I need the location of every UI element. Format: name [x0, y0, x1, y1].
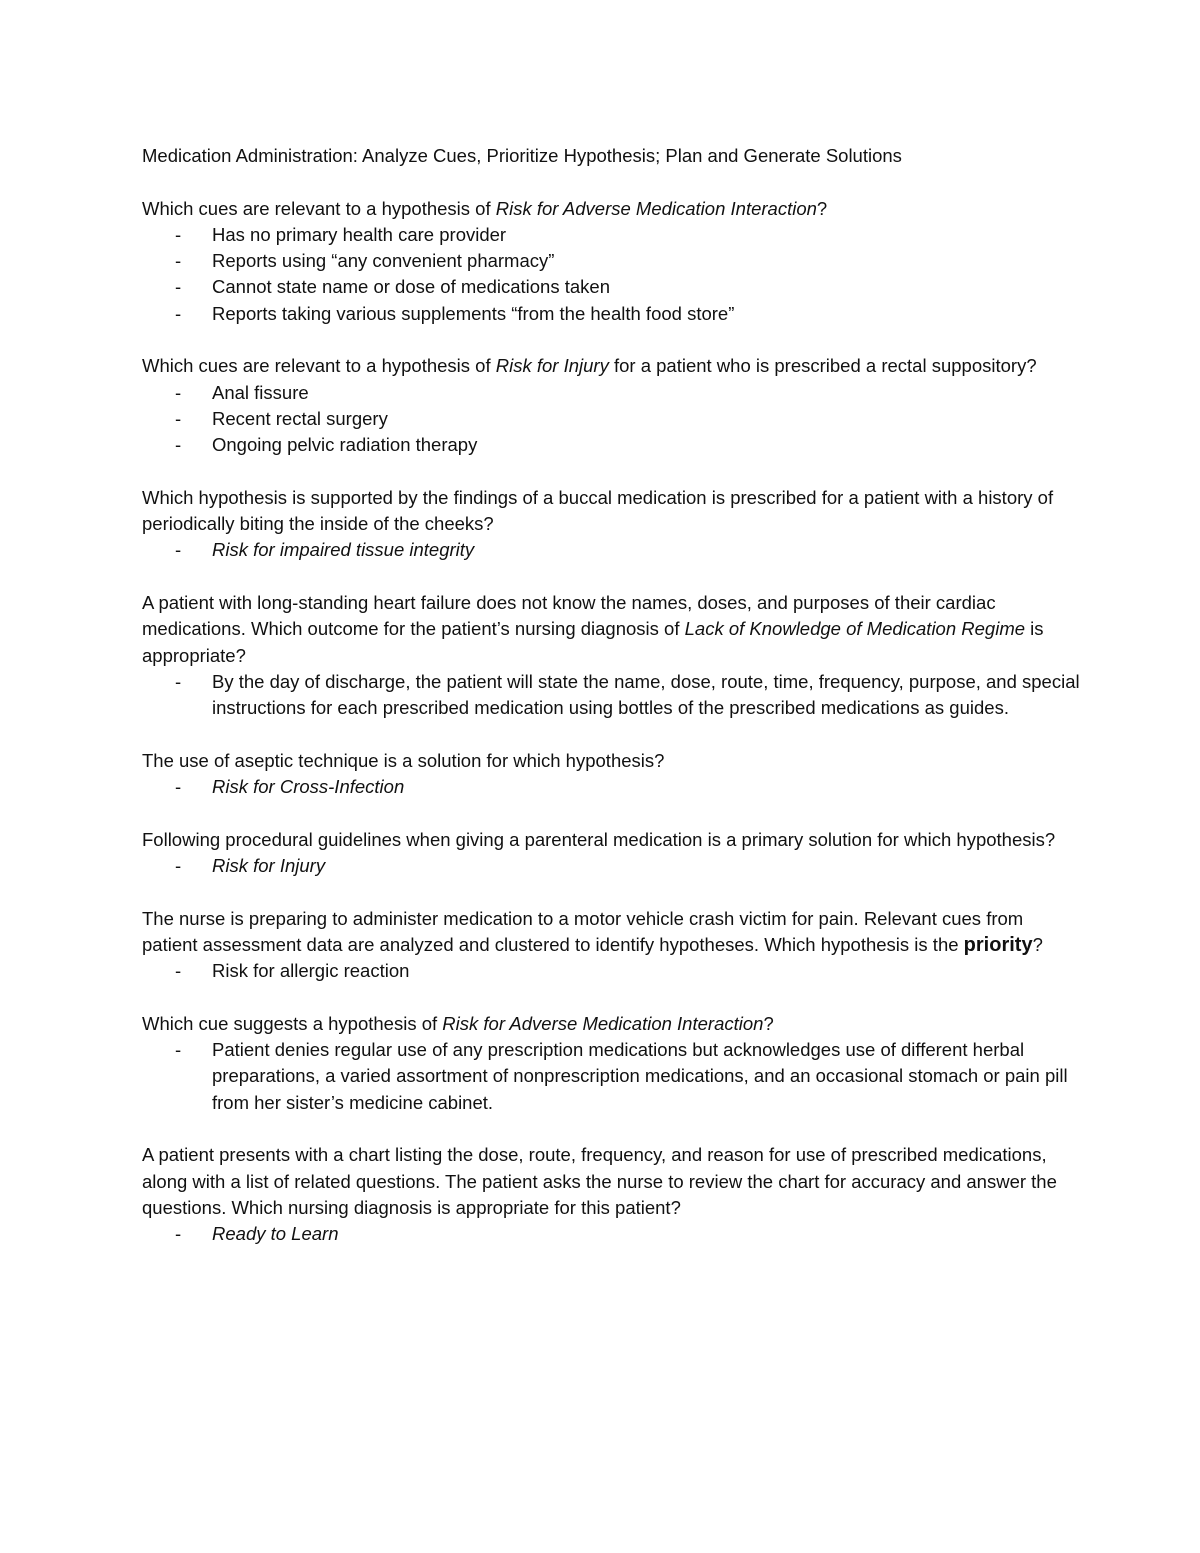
- bullet-dash: -: [175, 539, 182, 561]
- question-5: [142, 748, 1082, 801]
- list-item: - Reports using “any convenient pharmacy”: [142, 248, 1082, 274]
- answer-list: [142, 958, 1082, 984]
- bullet-dash: -: [175, 223, 182, 245]
- list-item: - Anal fissure: [142, 380, 1082, 406]
- question-text: Which cues are relevant to a hypothesis of Risk for Adverse Medication Interaction?: [142, 197, 828, 219]
- question-text: A patient with long-standing heart failure does not know the names, doses, and purposes of their cardiac medications. Which outcome for the patient’s nursing diagnosis of Lack of Knowledge of Medication Regime is appropriate?: [142, 592, 1044, 666]
- list-item: - Risk for Injury: [142, 853, 1082, 879]
- list-item: - Patient denies regular use of any prescription medications but acknowledges use of different herbal preparations, a varied assortment of nonprescription medications, and an occasional stomach or pain pill from her sister’s medicine cabinet.: [175, 1039, 1068, 1113]
- bullet-dash: -: [175, 776, 182, 798]
- document-page: [142, 143, 1082, 1274]
- bullet-dash: -: [175, 1223, 182, 1245]
- list-item: - Recent rectal surgery: [142, 406, 1082, 432]
- answer-list: [142, 222, 1082, 327]
- question-4: [142, 590, 1082, 721]
- answer-list: [142, 537, 1082, 563]
- bullet-dash: -: [175, 670, 182, 692]
- bullet-dash: -: [175, 1039, 182, 1061]
- bullet-dash: -: [175, 407, 182, 429]
- question-text: The nurse is preparing to administer medication to a motor vehicle crash victim for pain. Relevant cues from patient assessment data are analyzed and clustered to identify hypotheses. Which hypothesis is the priority?: [142, 907, 1043, 956]
- bullet-dash: -: [175, 381, 182, 403]
- answer-list: [142, 774, 1082, 800]
- question-2: [142, 353, 1082, 458]
- list-item: - Ongoing pelvic radiation therapy: [142, 432, 1082, 458]
- answer-list: [142, 1221, 1082, 1247]
- answer-list: [142, 669, 1082, 722]
- question-text: A patient presents with a chart listing the dose, route, frequency, and reason for use of prescribed medications, along with a list of related questions. The patient asks the nurse to review the chart for accuracy and answer the questions. Which nursing diagnosis is appropriate for this patient?: [142, 1144, 1057, 1218]
- question-3: [142, 485, 1082, 564]
- bullet-dash: -: [175, 302, 182, 324]
- document-title: Medication Administration: Analyze Cues, Prioritize Hypothesis; Plan and Generate Solutions: [142, 145, 902, 166]
- list-item: - Risk for impaired tissue integrity: [142, 537, 1082, 563]
- list-item: - Has no primary health care provider: [142, 222, 1082, 248]
- question-6: [142, 827, 1082, 880]
- answer-list: [142, 380, 1082, 459]
- bullet-dash: -: [175, 960, 182, 982]
- answer-list: [142, 1037, 1082, 1116]
- question-text: Which cues are relevant to a hypothesis of Risk for Injury for a patient who is prescribed a rectal suppository?: [142, 355, 1037, 377]
- bullet-dash: -: [175, 250, 182, 272]
- bullet-dash: -: [175, 434, 182, 456]
- list-item: - Cannot state name or dose of medications taken: [142, 274, 1082, 300]
- question-9: [142, 1142, 1082, 1247]
- question-text: Following procedural guidelines when giving a parenteral medication is a primary solution for which hypothesis?: [142, 828, 1056, 850]
- question-text: The use of aseptic technique is a solution for which hypothesis?: [142, 749, 665, 771]
- question-7: [142, 906, 1082, 985]
- question-text: Which hypothesis is supported by the findings of a buccal medication is prescribed for a patient with a history of periodically biting the inside of the cheeks?: [142, 486, 1054, 535]
- answer-list: [142, 853, 1082, 879]
- list-item: - By the day of discharge, the patient will state the name, dose, route, time, frequency, purpose, and special instructions for each prescribed medication using bottles of the prescribed medications as guides.: [175, 670, 1080, 719]
- list-item: - Ready to Learn: [142, 1221, 1082, 1247]
- list-item: - Reports taking various supplements “from the health food store”: [142, 301, 1082, 327]
- question-8: [142, 1011, 1082, 1116]
- bullet-dash: -: [175, 855, 182, 877]
- question-1: [142, 196, 1082, 327]
- list-item: - Risk for Cross-Infection: [142, 774, 1082, 800]
- bullet-dash: -: [175, 276, 182, 298]
- list-item: - Risk for allergic reaction: [142, 958, 1082, 984]
- question-text: Which cue suggests a hypothesis of Risk for Adverse Medication Interaction?: [142, 1012, 774, 1034]
